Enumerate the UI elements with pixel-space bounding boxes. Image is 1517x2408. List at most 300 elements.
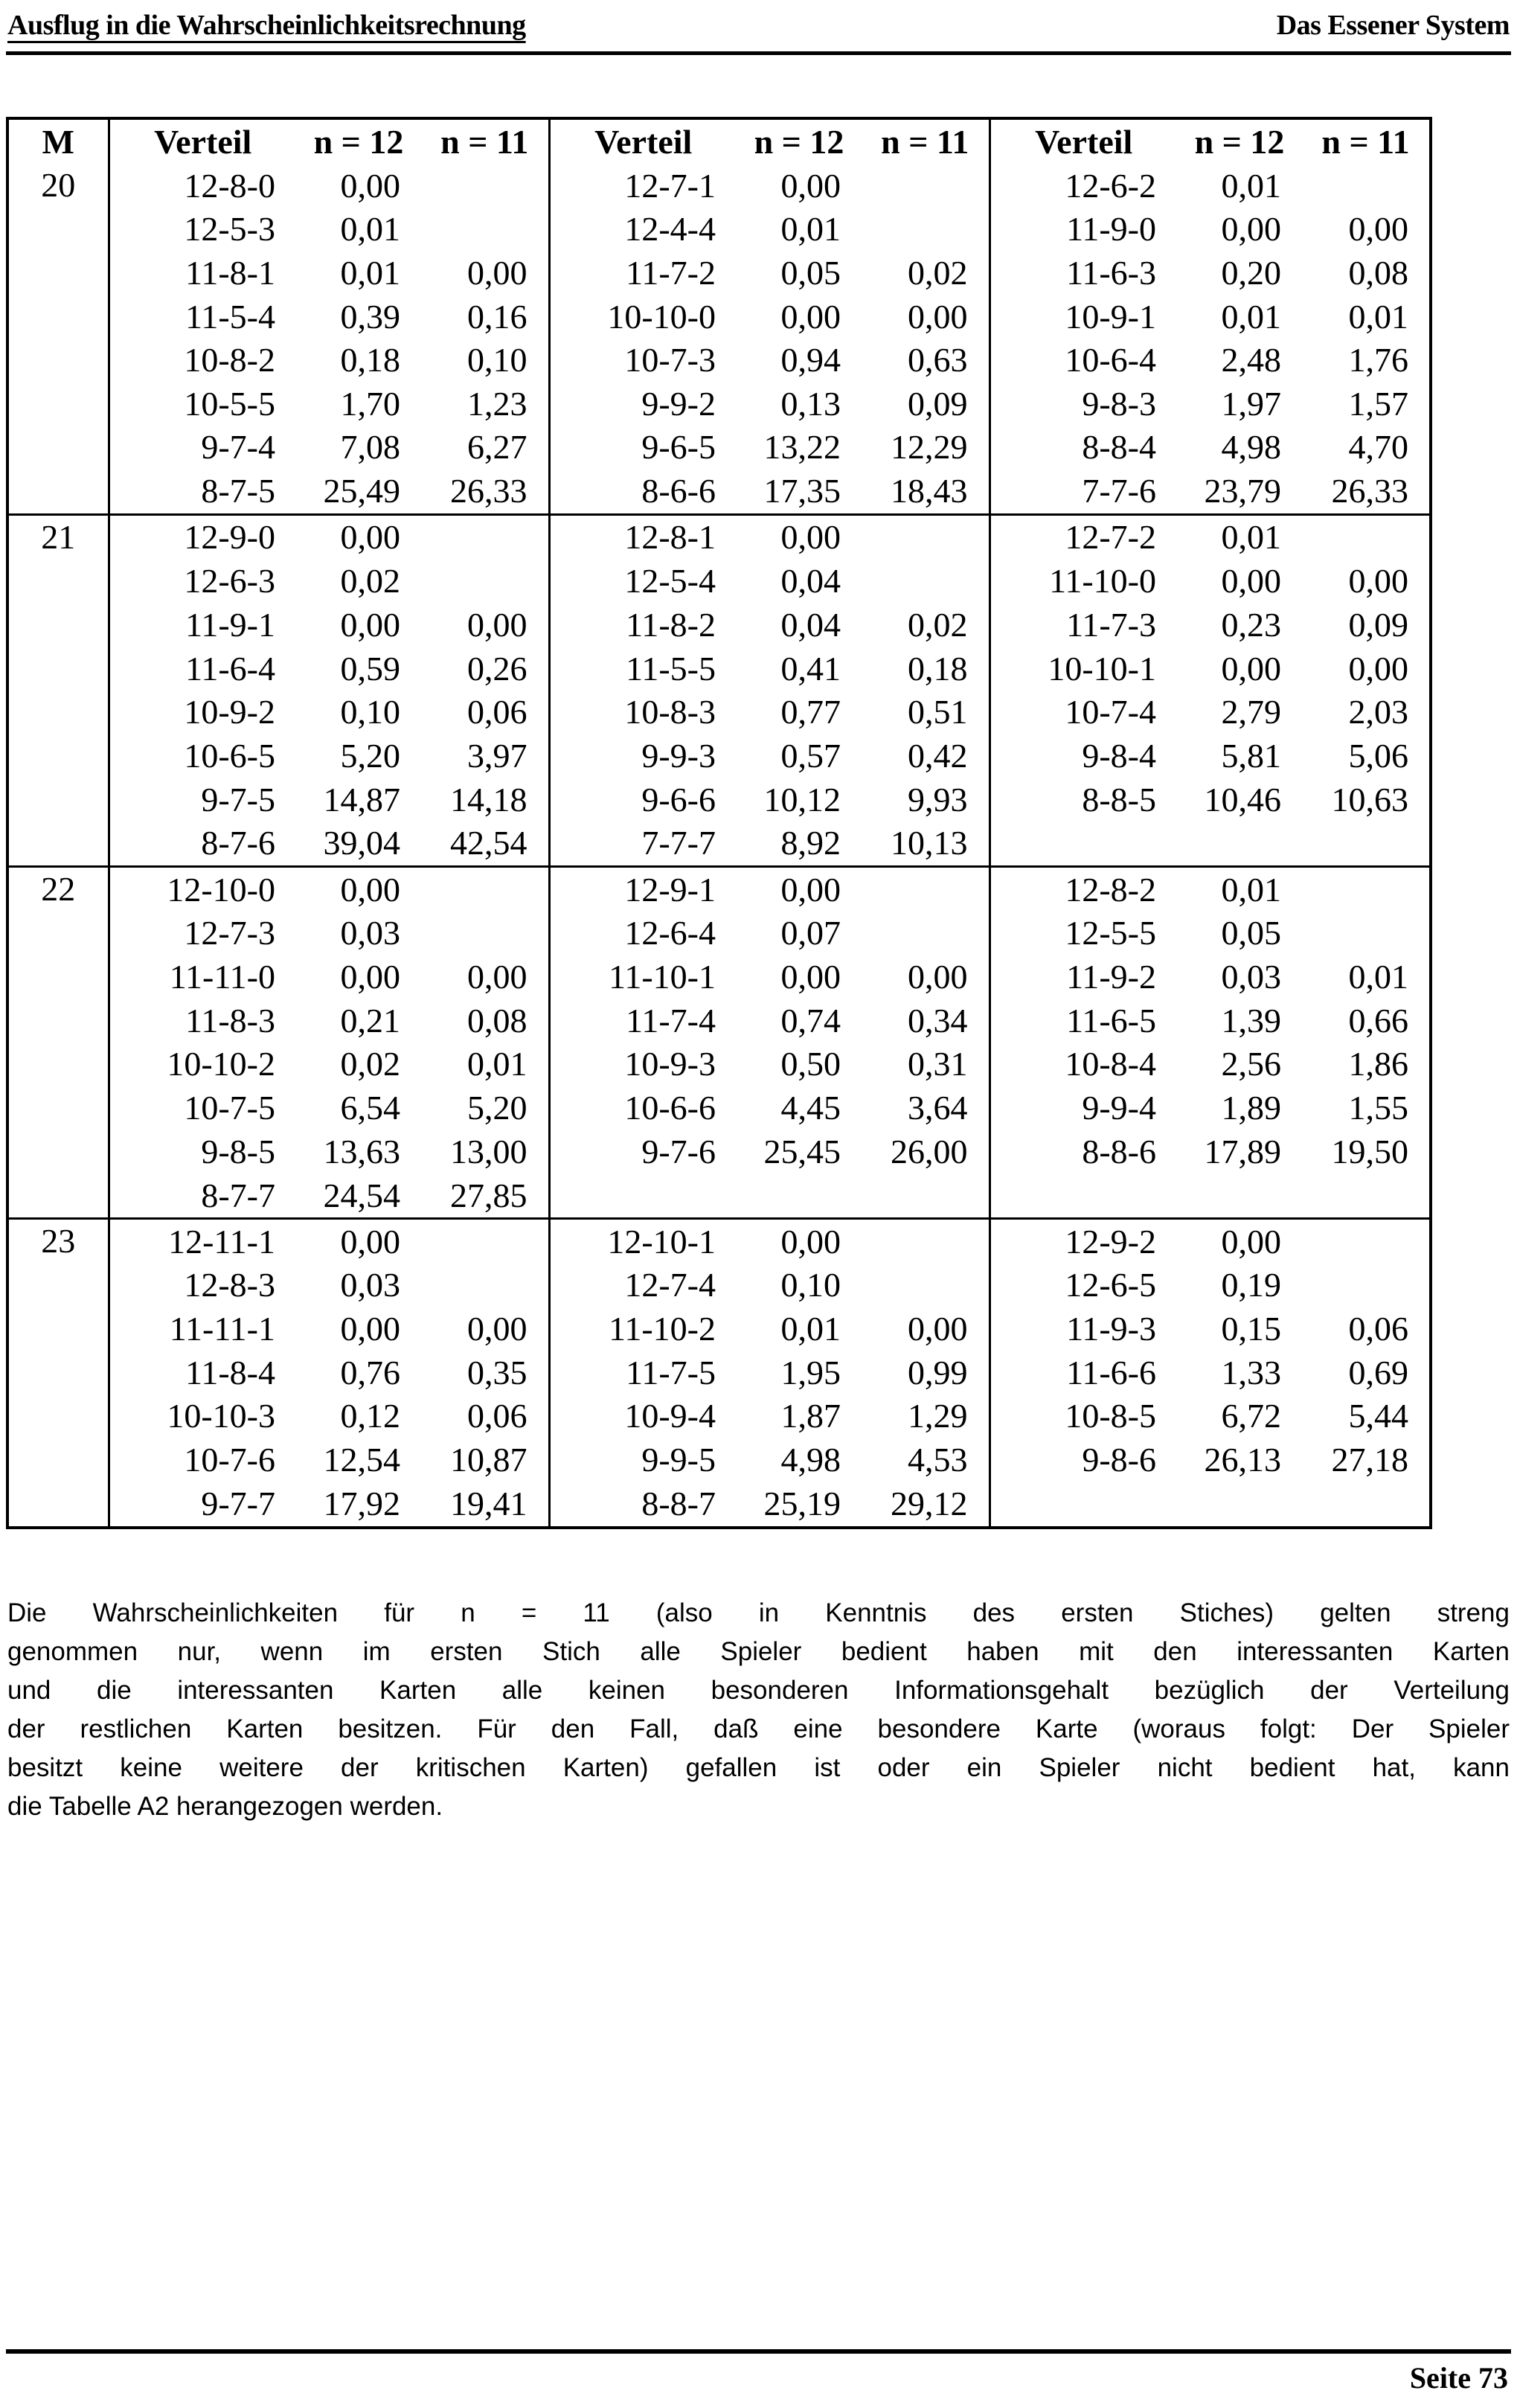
verteil-cell: 11-7-2 <box>626 253 716 292</box>
table-row <box>7 1130 1431 1173</box>
n11-cell: 42,54 <box>421 822 549 867</box>
verteil-cell: 9-6-5 <box>641 428 716 467</box>
n11-cell: 6,27 <box>421 426 549 470</box>
verteil-cell: 9-8-5 <box>201 1132 275 1171</box>
verteil-cell: 10-10-2 <box>167 1045 275 1083</box>
verteil-cell: 12-5-4 <box>624 562 716 601</box>
table-row <box>7 1219 1431 1264</box>
n12-cell: 0,19 <box>1221 1266 1281 1304</box>
n12-cell: 0,01 <box>1177 514 1302 560</box>
n12-cell: 4,98 <box>1221 428 1281 467</box>
n11-cell: 0,00 <box>421 252 549 295</box>
paragraph-line: Die Wahrscheinlichkeiten für n = 11 (also in Kenntnis des ersten Stiches) gelten streng <box>7 1598 1510 1627</box>
n12-cell: 17,35 <box>763 472 841 510</box>
paragraph-line: besitzt keine weitere der kritischen Karten) gefallen ist oder ein Spieler nicht bedient hat, kann <box>7 1753 1510 1782</box>
n12-cell: 14,87 <box>323 780 400 819</box>
verteil-cell: 9-6-6 <box>641 780 716 819</box>
verteil-cell: 12-5-3 <box>184 210 275 249</box>
verteil-cell: 11-10-0 <box>1049 562 1156 601</box>
n12-cell: 10,12 <box>763 780 841 819</box>
n11-cell <box>862 514 990 560</box>
n11-cell: 5,06 <box>1348 736 1408 775</box>
n12-cell: 0,03 <box>340 1266 400 1304</box>
column-header-n12: n = 12 <box>313 122 404 161</box>
header-right-title: Das Essener System <box>1276 10 1510 41</box>
verteil-cell: 8-7-7 <box>201 1176 275 1214</box>
column-header-verteil: Verteil <box>1035 122 1133 161</box>
n12-cell: 1,87 <box>780 1397 841 1435</box>
table-row <box>7 252 1431 295</box>
n12-cell: 2,48 <box>1221 341 1281 380</box>
n11-cell: 0,69 <box>1348 1353 1408 1392</box>
column-header-verteil: Verteil <box>594 122 693 161</box>
n12-cell: 0,00 <box>737 866 862 912</box>
n12-cell: 2,56 <box>1221 1045 1281 1083</box>
n11-cell: 0,66 <box>1348 1001 1408 1040</box>
m-value: 21 <box>7 514 109 866</box>
verteil-cell: 11-5-4 <box>185 297 275 336</box>
footer-rule <box>6 2349 1511 2354</box>
n12-cell: 0,00 <box>340 1310 400 1348</box>
n12-cell: 2,79 <box>1221 693 1281 731</box>
n11-cell <box>862 164 990 208</box>
n12-cell: 0,01 <box>780 210 841 249</box>
n12-cell <box>1177 1173 1302 1219</box>
n11-cell <box>1302 1482 1431 1528</box>
n12-cell: 0,39 <box>340 297 400 336</box>
m-value: 23 <box>7 1219 109 1528</box>
n12-cell <box>1177 1482 1302 1528</box>
n12-cell: 0,12 <box>340 1397 400 1435</box>
n11-cell: 13,00 <box>421 1130 549 1173</box>
n12-cell: 0,00 <box>296 514 421 560</box>
n12-cell: 23,79 <box>1204 472 1281 510</box>
n11-cell: 0,16 <box>421 295 549 339</box>
paragraph-line: und die interessanten Karten alle keinen besonderen Informationsgehalt bezüglich der Verteilung <box>7 1676 1510 1705</box>
n11-cell: 14,18 <box>421 778 549 822</box>
column-header-verteil: Verteil <box>154 122 252 161</box>
n12-cell: 4,98 <box>780 1441 841 1479</box>
n11-cell <box>421 560 549 603</box>
n11-cell: 4,70 <box>1348 428 1408 467</box>
n11-cell <box>1302 912 1431 955</box>
table-row <box>7 603 1431 647</box>
table-row <box>7 955 1431 999</box>
n12-cell: 13,63 <box>323 1132 400 1171</box>
n12-cell: 0,00 <box>780 166 841 205</box>
n11-cell: 0,26 <box>421 647 549 691</box>
verteil-cell: 9-8-3 <box>1082 384 1156 423</box>
n11-cell: 0,01 <box>1348 297 1408 336</box>
n12-cell: 12,54 <box>323 1441 400 1479</box>
n12-cell: 17,92 <box>323 1485 400 1523</box>
n12-cell <box>737 1173 862 1219</box>
table-row <box>7 1264 1431 1307</box>
table-row <box>7 778 1431 822</box>
n11-cell: 0,00 <box>421 603 549 647</box>
n11-cell: 0,63 <box>862 339 990 382</box>
table-row <box>7 514 1431 560</box>
verteil-cell: 12-10-0 <box>109 866 296 912</box>
n11-cell <box>421 866 549 912</box>
n11-cell: 19,41 <box>421 1482 549 1528</box>
n11-cell: 0,09 <box>862 382 990 426</box>
n11-cell: 0,00 <box>1348 649 1408 688</box>
verteil-cell: 8-8-4 <box>1082 428 1156 467</box>
verteil-cell: 11-7-5 <box>626 1353 716 1392</box>
verteil-cell: 11-8-2 <box>626 605 716 644</box>
n11-cell <box>1302 1173 1431 1219</box>
n11-cell: 26,33 <box>421 470 549 515</box>
verteil-cell <box>990 822 1177 867</box>
n12-cell: 0,07 <box>780 914 841 952</box>
n11-cell: 0,00 <box>1348 210 1408 249</box>
n11-cell <box>421 1264 549 1307</box>
verteil-cell: 11-10-1 <box>609 958 716 996</box>
n11-cell: 10,87 <box>421 1438 549 1482</box>
n11-cell <box>421 514 549 560</box>
n11-cell <box>1302 866 1431 912</box>
n12-cell: 7,08 <box>340 428 400 467</box>
n11-cell: 5,44 <box>1348 1397 1408 1435</box>
n11-cell: 2,03 <box>1348 693 1408 731</box>
n12-cell: 0,01 <box>1177 866 1302 912</box>
n11-cell: 1,23 <box>421 382 549 426</box>
n11-cell <box>421 912 549 955</box>
n11-cell: 0,00 <box>421 955 549 999</box>
n12-cell: 0,05 <box>780 253 841 292</box>
verteil-cell: 10-8-4 <box>1065 1045 1156 1083</box>
verteil-cell: 12-5-5 <box>1065 914 1156 952</box>
verteil-cell: 9-7-7 <box>201 1485 275 1523</box>
n11-cell: 19,50 <box>1331 1132 1408 1171</box>
n12-cell: 39,04 <box>323 824 400 862</box>
n12-cell: 0,01 <box>1221 297 1281 336</box>
paragraph-line: genommen nur, wenn im ersten Stich alle Spieler bedient haben mit den interessanten Karten <box>7 1637 1510 1666</box>
n12-cell: 13,22 <box>763 428 841 467</box>
n11-cell <box>862 1264 990 1307</box>
n11-cell: 29,12 <box>862 1482 990 1528</box>
n12-cell: 0,04 <box>780 562 841 601</box>
n11-cell: 0,01 <box>421 1043 549 1086</box>
n12-cell: 0,00 <box>1221 210 1281 249</box>
n11-cell: 1,55 <box>1348 1089 1408 1127</box>
n12-cell: 0,10 <box>340 693 400 731</box>
column-header-n12: n = 12 <box>1194 122 1285 161</box>
verteil-cell: 11-11-1 <box>169 1310 275 1348</box>
verteil-cell: 12-7-4 <box>624 1266 716 1304</box>
n11-cell <box>1302 1219 1431 1264</box>
n11-cell: 5,20 <box>421 1086 549 1130</box>
verteil-cell: 9-7-4 <box>201 428 275 467</box>
n12-cell: 25,19 <box>763 1485 841 1523</box>
n12-cell: 5,81 <box>1221 736 1281 775</box>
n12-cell: 17,89 <box>1204 1132 1281 1171</box>
verteil-cell: 10-6-5 <box>184 736 275 775</box>
table-row <box>7 691 1431 734</box>
verteil-cell: 10-7-5 <box>184 1089 275 1127</box>
table-row <box>7 999 1431 1043</box>
table-row <box>7 426 1431 470</box>
verteil-cell: 11-7-4 <box>626 1001 716 1040</box>
n12-cell: 0,02 <box>340 562 400 601</box>
table-header-row <box>7 118 1431 164</box>
n11-cell: 3,64 <box>862 1086 990 1130</box>
n12-cell: 24,54 <box>323 1176 400 1214</box>
n11-cell: 0,00 <box>421 1307 549 1351</box>
table-row <box>7 647 1431 691</box>
verteil-cell: 9-9-5 <box>641 1441 716 1479</box>
n11-cell: 4,53 <box>862 1438 990 1482</box>
verteil-cell: 8-6-6 <box>641 472 716 510</box>
n11-cell: 0,10 <box>421 339 549 382</box>
verteil-cell: 9-9-4 <box>1082 1089 1156 1127</box>
n12-cell: 0,00 <box>340 166 400 205</box>
verteil-cell: 11-6-5 <box>1066 1001 1156 1040</box>
n12-cell: 0,02 <box>340 1045 400 1083</box>
verteil-cell: 11-9-0 <box>1066 210 1156 249</box>
n11-cell: 0,31 <box>862 1043 990 1086</box>
n12-cell: 1,97 <box>1221 384 1281 423</box>
n11-cell: 0,06 <box>421 691 549 734</box>
verteil-cell: 10-7-3 <box>624 341 716 380</box>
verteil-cell: 12-8-1 <box>549 514 737 560</box>
verteil-cell: 11-6-4 <box>185 649 275 688</box>
n11-cell <box>862 1219 990 1264</box>
verteil-cell: 10-9-4 <box>624 1397 716 1435</box>
verteil-cell: 7-7-7 <box>641 824 716 862</box>
table-row <box>7 1394 1431 1438</box>
n12-cell: 1,95 <box>780 1353 841 1392</box>
table-row <box>7 1351 1431 1394</box>
verteil-cell: 12-11-1 <box>109 1219 296 1264</box>
n11-cell: 0,18 <box>862 647 990 691</box>
column-header-n11: n = 11 <box>1321 122 1410 161</box>
n11-cell <box>1302 1264 1431 1307</box>
n12-cell: 1,89 <box>1221 1089 1281 1127</box>
verteil-cell: 10-5-5 <box>184 384 275 423</box>
table-row <box>7 1482 1431 1528</box>
verteil-cell: 12-9-0 <box>109 514 296 560</box>
n11-cell: 27,18 <box>1331 1441 1408 1479</box>
verteil-cell: 7-7-6 <box>1082 472 1156 510</box>
n11-cell <box>862 208 990 252</box>
verteil-cell: 11-8-3 <box>185 1001 275 1040</box>
verteil-cell: 12-7-2 <box>990 514 1177 560</box>
probability-table <box>6 117 1432 1529</box>
n11-cell: 1,86 <box>1348 1045 1408 1083</box>
n12-cell: 0,23 <box>1221 605 1281 644</box>
verteil-cell: 11-11-0 <box>169 958 275 996</box>
verteil-cell: 9-9-2 <box>641 384 716 423</box>
verteil-cell: 10-10-3 <box>167 1397 275 1435</box>
n12-cell: 0,00 <box>296 866 421 912</box>
verteil-cell: 9-9-3 <box>641 736 716 775</box>
verteil-cell: 11-9-3 <box>1066 1310 1156 1348</box>
table-row <box>7 208 1431 252</box>
header-left-title: Ausflug in die Wahrscheinlichkeitsrechnung <box>7 10 526 41</box>
n12-cell: 0,00 <box>1177 1219 1302 1264</box>
n11-cell <box>421 1219 549 1264</box>
verteil-cell: 12-6-2 <box>1065 166 1156 205</box>
n12-cell: 0,77 <box>780 693 841 731</box>
verteil-cell <box>990 1173 1177 1219</box>
n12-cell: 0,00 <box>737 514 862 560</box>
table-row <box>7 1043 1431 1086</box>
n12-cell: 6,72 <box>1221 1397 1281 1435</box>
verteil-cell: 10-9-3 <box>624 1045 716 1083</box>
table-row <box>7 1086 1431 1130</box>
n12-cell: 0,05 <box>1221 914 1281 952</box>
table-row <box>7 164 1431 208</box>
verteil-cell: 10-8-2 <box>184 341 275 380</box>
verteil-cell: 11-5-5 <box>626 649 716 688</box>
table-row <box>7 382 1431 426</box>
column-header-n11: n = 11 <box>421 118 549 164</box>
n12-cell: 0,00 <box>780 958 841 996</box>
n11-cell: 0,08 <box>421 999 549 1043</box>
n11-cell <box>1302 514 1431 560</box>
column-header-n12: n = 12 <box>754 122 844 161</box>
verteil-cell: 12-4-4 <box>624 210 716 249</box>
verteil-cell: 12-7-1 <box>624 166 716 205</box>
table-row <box>7 866 1431 912</box>
paragraph-line: die Tabelle A2 herangezogen werden. <box>7 1792 443 1821</box>
column-header-m: M <box>7 118 109 164</box>
n12-cell: 0,41 <box>780 649 841 688</box>
n11-cell: 0,34 <box>862 999 990 1043</box>
n12-cell: 0,15 <box>1221 1310 1281 1348</box>
header-rule <box>6 51 1511 55</box>
n12-cell: 0,00 <box>737 1219 862 1264</box>
verteil-cell: 12-8-3 <box>184 1266 275 1304</box>
n11-cell: 0,42 <box>862 734 990 778</box>
n11-cell: 0,06 <box>1348 1310 1408 1348</box>
verteil-cell: 11-6-6 <box>1066 1353 1156 1392</box>
page-header <box>7 9 1510 42</box>
n11-cell: 0,35 <box>421 1351 549 1394</box>
n12-cell: 5,20 <box>340 736 400 775</box>
n12-cell: 4,45 <box>780 1089 841 1127</box>
verteil-cell: 12-9-2 <box>990 1219 1177 1264</box>
verteil-cell: 10-6-6 <box>624 1089 716 1127</box>
verteil-cell: 9-8-4 <box>1082 736 1156 775</box>
verteil-cell: 12-8-0 <box>184 166 275 205</box>
n12-cell: 0,00 <box>296 1219 421 1264</box>
n11-cell: 10,63 <box>1331 780 1408 819</box>
verteil-cell: 8-8-5 <box>1082 780 1156 819</box>
n12-cell: 0,76 <box>340 1353 400 1392</box>
verteil-cell: 11-7-3 <box>1066 605 1156 644</box>
verteil-cell: 8-7-5 <box>201 472 275 510</box>
n11-cell: 3,97 <box>421 734 549 778</box>
verteil-cell: 9-7-5 <box>201 780 275 819</box>
verteil-cell: 10-10-0 <box>607 297 716 336</box>
paragraph-line: der restlichen Karten besitzen. Für den Fall, daß eine besondere Karte (woraus folgt: Der Spieler <box>7 1714 1510 1743</box>
n12-cell: 0,57 <box>780 736 841 775</box>
n11-cell <box>421 164 549 208</box>
n12-cell: 0,50 <box>780 1045 841 1083</box>
n12-cell: 0,04 <box>780 605 841 644</box>
verteil-cell: 10-8-3 <box>624 693 716 731</box>
page-number: Seite 73 <box>1409 2361 1508 2395</box>
n12-cell: 0,00 <box>340 958 400 996</box>
body-paragraph <box>7 1594 1510 1826</box>
n12-cell: 0,01 <box>780 1310 841 1348</box>
verteil-cell: 9-7-6 <box>641 1132 716 1171</box>
n12-cell: 0,03 <box>1221 958 1281 996</box>
table-row <box>7 822 1431 867</box>
table-row <box>7 560 1431 603</box>
n11-cell: 1,57 <box>1348 384 1408 423</box>
n12-cell: 0,00 <box>1221 649 1281 688</box>
n12-cell: 0,01 <box>1221 166 1281 205</box>
column-header-n11: n = 11 <box>862 118 990 164</box>
verteil-cell: 8-8-7 <box>641 1485 716 1523</box>
n12-cell: 0,00 <box>780 297 841 336</box>
m-value: 22 <box>7 866 109 1218</box>
n12-cell: 1,33 <box>1221 1353 1281 1392</box>
n12-cell: 0,03 <box>340 914 400 952</box>
verteil-cell <box>549 1173 737 1219</box>
n11-cell: 0,06 <box>421 1394 549 1438</box>
verteil-cell: 10-7-4 <box>1065 693 1156 731</box>
n11-cell <box>421 208 549 252</box>
n11-cell: 26,33 <box>1331 472 1408 510</box>
verteil-cell: 12-6-3 <box>184 562 275 601</box>
verteil-cell: 12-8-2 <box>990 866 1177 912</box>
n12-cell: 1,39 <box>1221 1001 1281 1040</box>
verteil-cell: 12-7-3 <box>184 914 275 952</box>
n12-cell: 1,70 <box>340 384 400 423</box>
n11-cell: 0,51 <box>862 691 990 734</box>
verteil-cell: 11-9-2 <box>1066 958 1156 996</box>
n11-cell: 12,29 <box>862 426 990 470</box>
n12-cell: 0,59 <box>340 649 400 688</box>
table-row <box>7 470 1431 515</box>
n12-cell: 8,92 <box>780 824 841 862</box>
n11-cell <box>862 866 990 912</box>
n11-cell: 26,00 <box>862 1130 990 1173</box>
verteil-cell: 10-7-6 <box>184 1441 275 1479</box>
table-row <box>7 1307 1431 1351</box>
verteil-cell: 9-8-6 <box>1082 1441 1156 1479</box>
table-row <box>7 1173 1431 1219</box>
verteil-cell: 12-10-1 <box>549 1219 737 1264</box>
table-row <box>7 1438 1431 1482</box>
m-value: 20 <box>7 164 109 514</box>
verteil-cell: 11-10-2 <box>609 1310 716 1348</box>
n11-cell: 18,43 <box>862 470 990 515</box>
verteil-cell: 10-9-2 <box>184 693 275 731</box>
n12-cell: 0,01 <box>340 253 400 292</box>
n12-cell <box>1177 822 1302 867</box>
n12-cell: 6,54 <box>340 1089 400 1127</box>
n11-cell: 9,93 <box>862 778 990 822</box>
verteil-cell: 11-6-3 <box>1066 253 1156 292</box>
verteil-cell: 10-10-1 <box>1048 649 1156 688</box>
verteil-cell: 11-9-1 <box>185 605 275 644</box>
n12-cell: 10,46 <box>1204 780 1281 819</box>
n12-cell: 0,94 <box>780 341 841 380</box>
table-row <box>7 295 1431 339</box>
n12-cell: 0,21 <box>340 1001 400 1040</box>
n12-cell: 0,00 <box>340 605 400 644</box>
verteil-cell: 10-6-4 <box>1065 341 1156 380</box>
n12-cell: 0,13 <box>780 384 841 423</box>
n12-cell: 25,49 <box>323 472 400 510</box>
n11-cell <box>862 912 990 955</box>
